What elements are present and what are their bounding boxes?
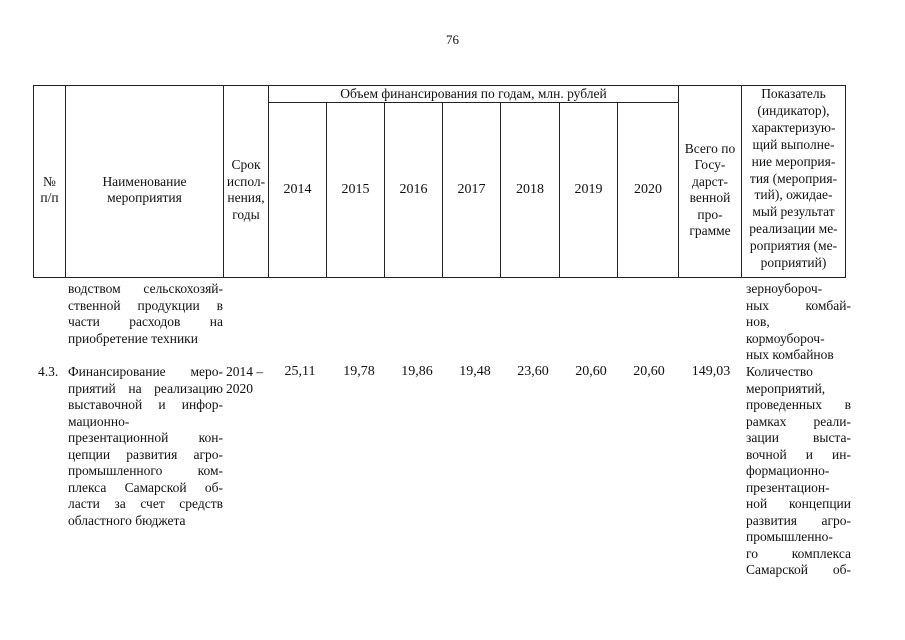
text-line: ной концепции [746,496,851,511]
header-total-line: дарст- [692,173,728,189]
continuation-indicator [746,281,851,364]
header-num-line: п/п [40,190,59,205]
value-2014: 25,11 [284,364,316,379]
value-2019: 20,60 [575,364,607,379]
header-num-line: № [43,173,56,189]
header-year-2015: 2015 [341,181,370,197]
text-line: приобретение техники [68,330,198,346]
value-2020: 20,60 [633,364,665,379]
header-funding-group: Объем финансирования по годам, млн. рублей [340,86,607,101]
header-name-line: мероприятия [107,190,182,205]
text-line: ственной продукции в [68,297,223,313]
page-number: 76 [446,32,459,47]
value-2016: 19,86 [401,364,433,379]
header-indicator-line: тий), ожидае- [754,187,833,203]
text-line: кормоубороч- [746,330,825,346]
text-line: зации выста- [746,430,851,445]
header-indicator-line: щий выполне- [752,136,835,152]
header-name-line: Наименование [102,173,187,189]
text-line: ных комбай- [746,297,851,313]
text-line: мационно- [68,413,130,429]
header-indicator-line: мый результат [752,204,835,220]
header-total-line: про- [697,206,723,222]
header-indicator-line: реализации ме- [749,221,838,237]
text-line: развития агро- [746,512,851,528]
text-line: мероприятий, [746,380,826,396]
header-indicator-line: роприятия (ме- [749,238,838,254]
text-line: го комплекса [746,545,851,561]
header-bottom-border [33,277,845,278]
header-num [34,103,65,277]
text-line: Финансирование меро- [68,364,223,379]
text-line: промышленного ком- [68,463,223,478]
text-line: презентационной кон- [68,430,223,445]
text-line: приятий на реализацию [68,380,223,396]
value-2015: 19,78 [343,364,375,379]
text-line: 2020 [226,380,253,396]
header-year-2016: 2016 [399,181,428,197]
header-total [679,103,741,277]
text-line: вочной и ин- [746,446,851,462]
header-year-2020: 2020 [634,181,662,197]
header-indicator-line: роприятий) [760,255,827,271]
header-year-2017: 2017 [457,181,486,197]
row-indicator [746,364,851,579]
header-indicator-line: тия (мероприя- [749,170,838,186]
header-term [224,103,268,277]
header-indicator [742,86,845,277]
value-2017: 19,48 [459,364,491,379]
text-line: промышленно- [746,529,833,544]
text-line: Самарской об- [746,562,851,577]
header-term-line: нения, [227,190,265,205]
header-total-line: Всего по [684,140,736,156]
text-line: зерноубороч- [746,281,823,296]
header-total-line: грамме [689,223,731,238]
text-line: формационно- [746,463,830,478]
header-year-2014: 2014 [283,181,312,197]
header-year-2018: 2018 [516,181,544,197]
row-term [226,364,270,397]
header-total-line: венной [689,190,731,205]
text-line: плекса Самарской об- [68,479,223,495]
text-line: Количество [746,364,813,379]
header-indicator-line: (индикатор), [757,102,830,118]
text-line: презентацион- [746,479,830,495]
text-line: 2014 – [226,364,264,379]
text-line: цепции развития агро- [68,446,223,462]
text-line: проведенных в [746,397,851,412]
text-line: выставочной и инфор- [68,397,223,412]
header-year-2019: 2019 [574,181,603,197]
text-line: областного бюджета [68,512,186,528]
value-total: 149,03 [691,364,731,379]
text-line: нов, [746,314,770,329]
header-indicator-line: Показатель [761,86,826,101]
continuation-name [68,281,223,347]
text-line: части расходов на [68,314,223,329]
table-right-border [845,85,846,278]
text-line: водством сельскохозяй- [68,281,223,296]
header-term-line: Срок [231,157,261,172]
text-line: ных комбайнов [746,347,834,362]
value-2018: 23,60 [517,364,549,379]
header-indicator-line: характеризую- [751,119,836,135]
header-total-line: Госу- [694,157,726,172]
text-line: рамках реали- [746,413,851,429]
header-term-line: годы [232,206,260,222]
header-term-line: испол- [226,173,266,189]
row-name [68,364,223,529]
row-number: 4.3. [38,364,59,379]
header-indicator-line: ние мероприя- [751,153,836,169]
header-name [66,103,223,277]
text-line: ласти за счет средств [68,496,223,511]
